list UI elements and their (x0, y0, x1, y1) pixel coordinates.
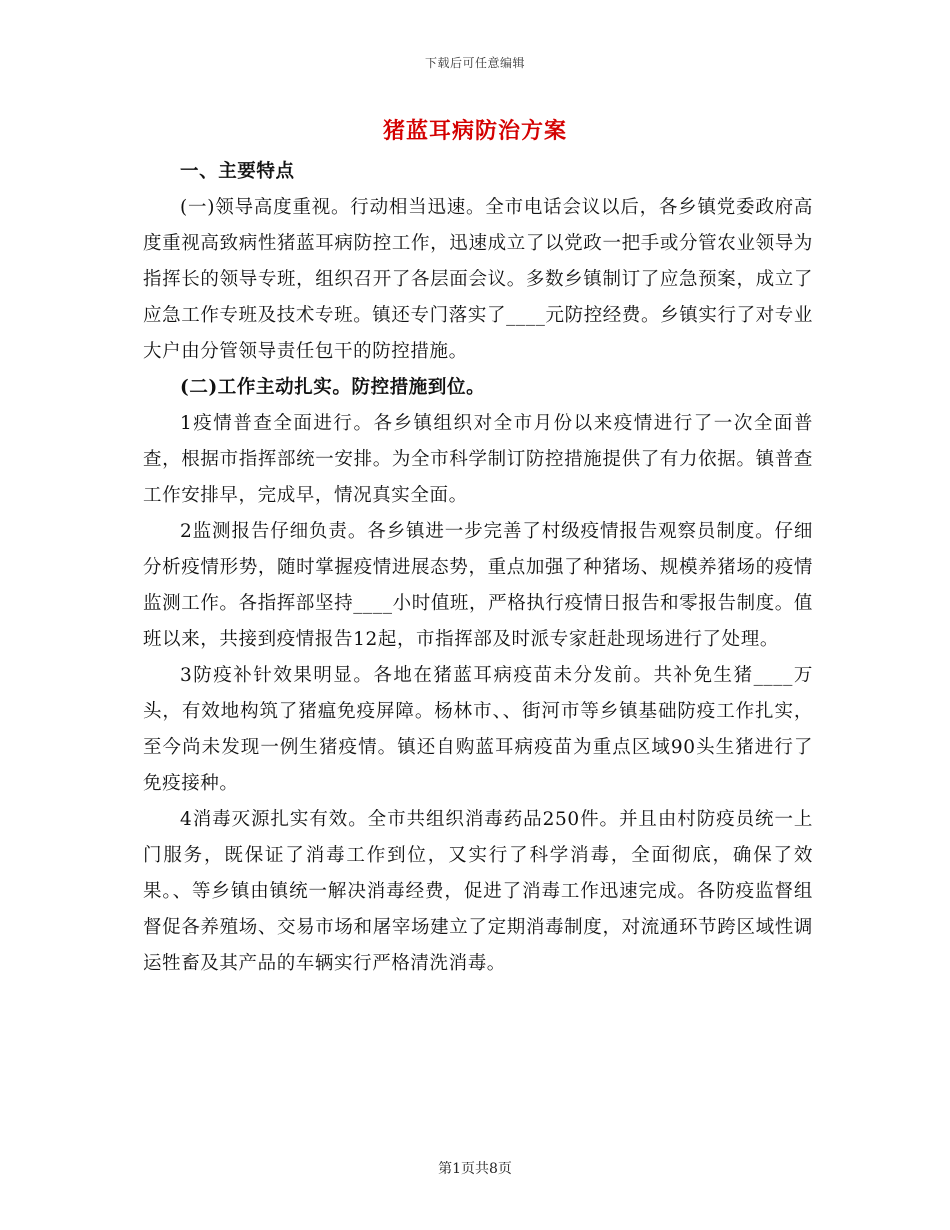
document-title: 猪蓝耳病防治方案 (382, 118, 567, 144)
paragraph-leadership: (一)领导高度重视。行动相当迅速。全市电话会议以后，各乡镇党委政府高度重视高致病性猪蓝耳病防控工作，迅速成立了以党政一把手或分管农业领导为指挥长的领导专班，组织召开了各层面会议。多数乡镇制订了应急预案，成立了应急工作专班及技术专班。镇还专门落实了____元防控经费。乡镇实行了对专业大户由分管领导责任包干的防控措施。 (143, 197, 813, 362)
page-number: 第1页共8页 (438, 1161, 512, 1177)
paragraph-vaccination: 3防疫补针效果明显。各地在猪蓝耳病疫苗未分发前。共补免生猪____万头，有效地构筑了猪瘟免疫屏障。杨林市、、街河市等乡镇基础防疫工作扎实，至今尚未发现一例生猪疫情。镇还自购蓝耳病疫苗为重点区域90头生猪进行了免疫接种。 (143, 665, 813, 794)
header-note: 下载后可任意编辑 (424, 56, 525, 70)
paragraph-disinfection: 4消毒灭源扎实有效。全市共组织消毒药品250件。并且由村防疫员统一上门服务，既保证了消毒工作到位，又实行了科学消毒，全面彻底，确保了效果。、等乡镇由镇统一解决消毒经费，促进了消毒工作迅速完成。各防疫监督组督促各养殖场、交易市场和屠宰场建立了定期消毒制度，对流通环节跨区域性调运牲畜及其产品的车辆实行严格清洗消毒。 (143, 809, 813, 974)
paragraph-monitoring: 2监测报告仔细负责。各乡镇进一步完善了村级疫情报告观察员制度。仔细分析疫情形势，随时掌握疫情进展态势，重点加强了种猪场、规模养猪场的疫情监测工作。各指挥部坚持____小时值班，严格执行疫情日报告和零报告制度。值班以来，共接到疫情报告12起，市指挥部及时派专家赶赴现场进行了处理。 (143, 521, 813, 650)
paragraph-survey: 1疫情普查全面进行。各乡镇组织对全市月份以来疫情进行了一次全面普查，根据市指挥部统一安排。为全市科学制订防控措施提供了有力依据。镇普查工作安排早，完成早，情况真实全面。 (143, 413, 813, 506)
document-body (143, 154, 813, 982)
subsection-heading: (二)工作主动扎实。防控措施到位。 (180, 377, 486, 398)
section-heading: 一、主要特点 (180, 161, 295, 182)
